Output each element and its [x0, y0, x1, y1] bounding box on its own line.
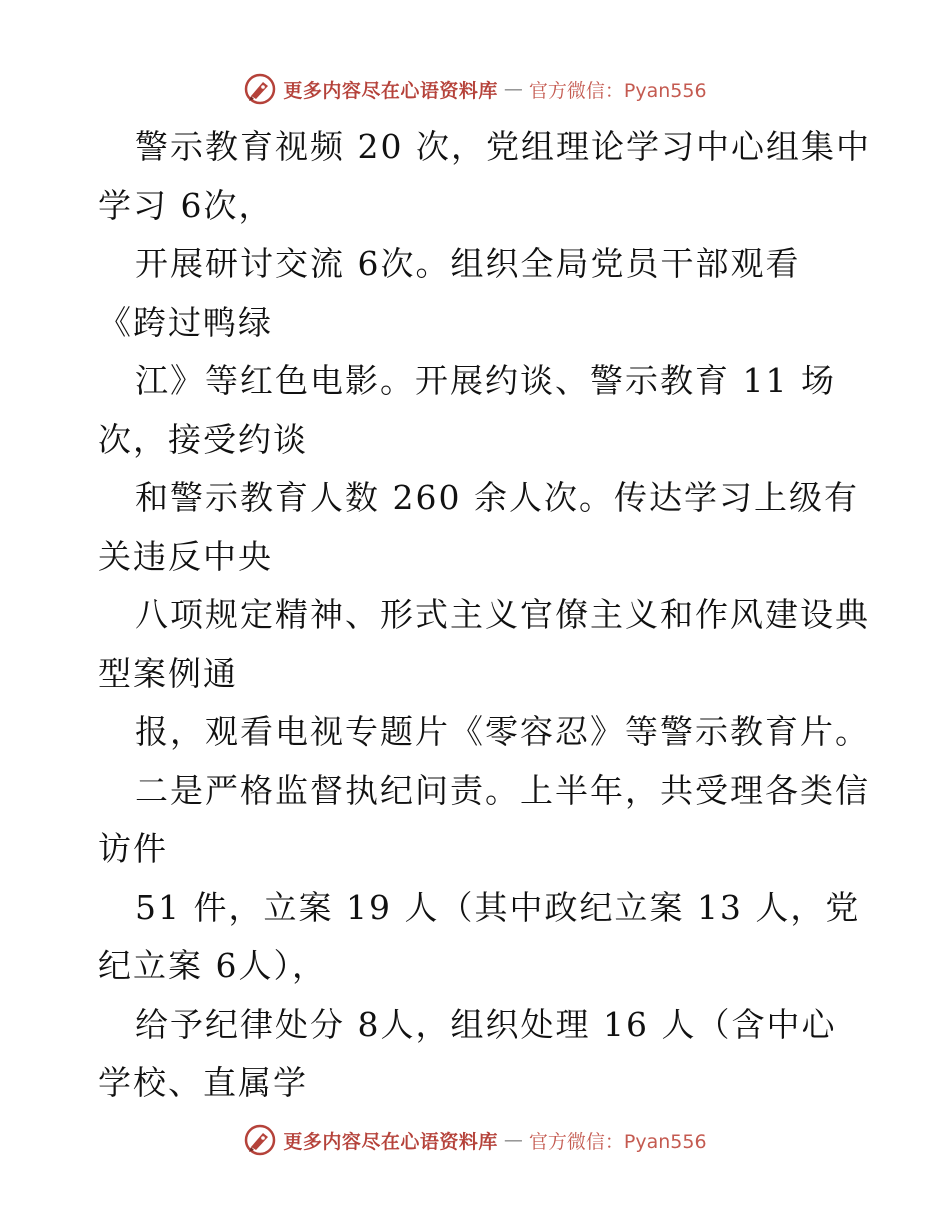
text-line: 纪立案 6人），: [98, 946, 327, 985]
text-line: 和警示教育人数 260 余人次。传达学习上级有: [135, 478, 859, 517]
text-line: 八项规定精神、形式主义官僚主义和作风建设典: [135, 595, 870, 634]
text-line: 《跨过鸭绿: [98, 302, 273, 342]
banner-title: 更多内容尽在心语资料库: [283, 79, 498, 102]
pen-nib-logo-icon: [243, 72, 277, 106]
text-line: 51 件，立案 19 人（其中政纪立案 13 人，党: [135, 887, 861, 927]
text-line: 江》等红色电影。开展约谈、警示教育 11 场: [135, 361, 836, 400]
header-banner: [0, 71, 950, 107]
banner-contact: 官方微信：Pyan556: [528, 1130, 707, 1153]
pen-nib-logo-icon: [243, 1123, 277, 1157]
text-line: 报，观看电视专题片《零容忍》等警示教育片。: [135, 712, 870, 751]
document-body: [98, 118, 871, 1113]
text-line: 开展研讨交流 6次。组织全局党员干部观看: [135, 244, 801, 283]
banner-dash: —: [503, 78, 523, 100]
banner-title: 更多内容尽在心语资料库: [283, 1130, 498, 1153]
text-line: 型案例通: [98, 653, 238, 693]
footer-banner: [0, 1122, 950, 1158]
text-line: 警示教育视频 20 次，党组理论学习中心组集中: [135, 127, 871, 166]
text-line: 学校、直属学: [98, 1063, 308, 1102]
text-line: 二是严格监督执纪问责。上半年，共受理各类信: [135, 770, 870, 810]
text-line: 次，接受约谈: [98, 419, 308, 459]
text-line: 学习 6次，: [98, 185, 274, 225]
banner-contact: 官方微信：Pyan556: [528, 79, 707, 102]
text-line: 访件: [98, 829, 168, 868]
text-line: 关违反中央: [98, 536, 273, 576]
banner-dash: —: [503, 1129, 523, 1151]
text-line: 给予纪律处分 8人，组织处理 16 人（含中心: [135, 1004, 837, 1044]
